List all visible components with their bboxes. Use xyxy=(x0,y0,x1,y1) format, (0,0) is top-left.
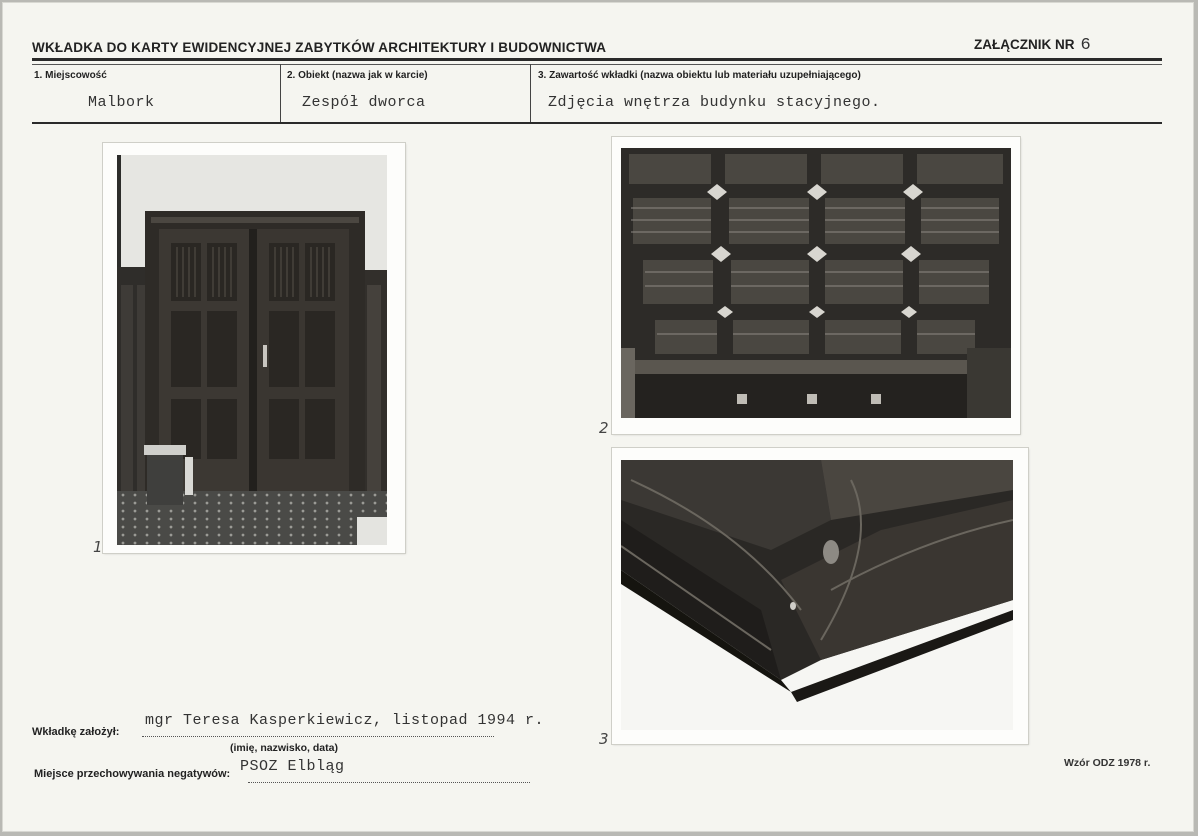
document-title: WKŁADKA DO KARTY EWIDENCYJNEJ ZABYTKÓW ARCHITEKTURY I BUDOWNICTWA xyxy=(32,40,607,55)
negatives-label: Miejsce przechowywania negatywów: xyxy=(34,768,231,780)
photo-2-number: 2 xyxy=(599,419,609,437)
document-sheet xyxy=(2,2,1194,832)
negatives-value: PSOZ Elbląg xyxy=(240,758,345,775)
photo-2-ceiling xyxy=(612,137,1020,434)
form-reference: Wzór ODZ 1978 r. xyxy=(1064,757,1151,769)
header-rule-thin xyxy=(32,64,1162,65)
field-divider xyxy=(530,64,531,122)
field-value-locality: Malbork xyxy=(88,94,155,111)
header-rule xyxy=(32,58,1162,61)
negatives-line xyxy=(248,782,530,783)
field-value-object: Zespół dworca xyxy=(302,94,426,111)
cornice-photo-image xyxy=(621,460,1013,730)
annex-label xyxy=(974,36,1091,55)
annex-label-text: ZAŁĄCZNIK NR xyxy=(974,37,1075,52)
photo-1-door xyxy=(103,143,405,553)
created-by-value: mgr Teresa Kasperkiewicz, listopad 1994 r. xyxy=(145,712,545,729)
field-value-contents: Zdjęcia wnętrza budynku stacyjnego. xyxy=(548,94,881,111)
created-by-label: Wkładkę założył: xyxy=(32,726,120,738)
photo-3-number: 3 xyxy=(599,730,609,748)
fields-bottom-rule xyxy=(32,122,1162,124)
field-divider xyxy=(280,64,281,122)
door-photo-image xyxy=(117,155,387,545)
field-label-object: 2. Obiekt (nazwa jak w karcie) xyxy=(287,70,428,81)
photo-3-cornice xyxy=(612,448,1028,744)
created-by-hint: (imię, nazwisko, data) xyxy=(230,742,338,754)
created-by-line xyxy=(142,736,494,737)
field-label-locality: 1. Miejscowość xyxy=(34,70,107,81)
photo-1-number: 1 xyxy=(93,538,103,556)
ceiling-photo-image xyxy=(621,148,1011,418)
annex-number: 6 xyxy=(1080,36,1091,55)
field-label-contents: 3. Zawartość wkładki (nazwa obiektu lub materiału uzupełniającego) xyxy=(538,70,861,81)
